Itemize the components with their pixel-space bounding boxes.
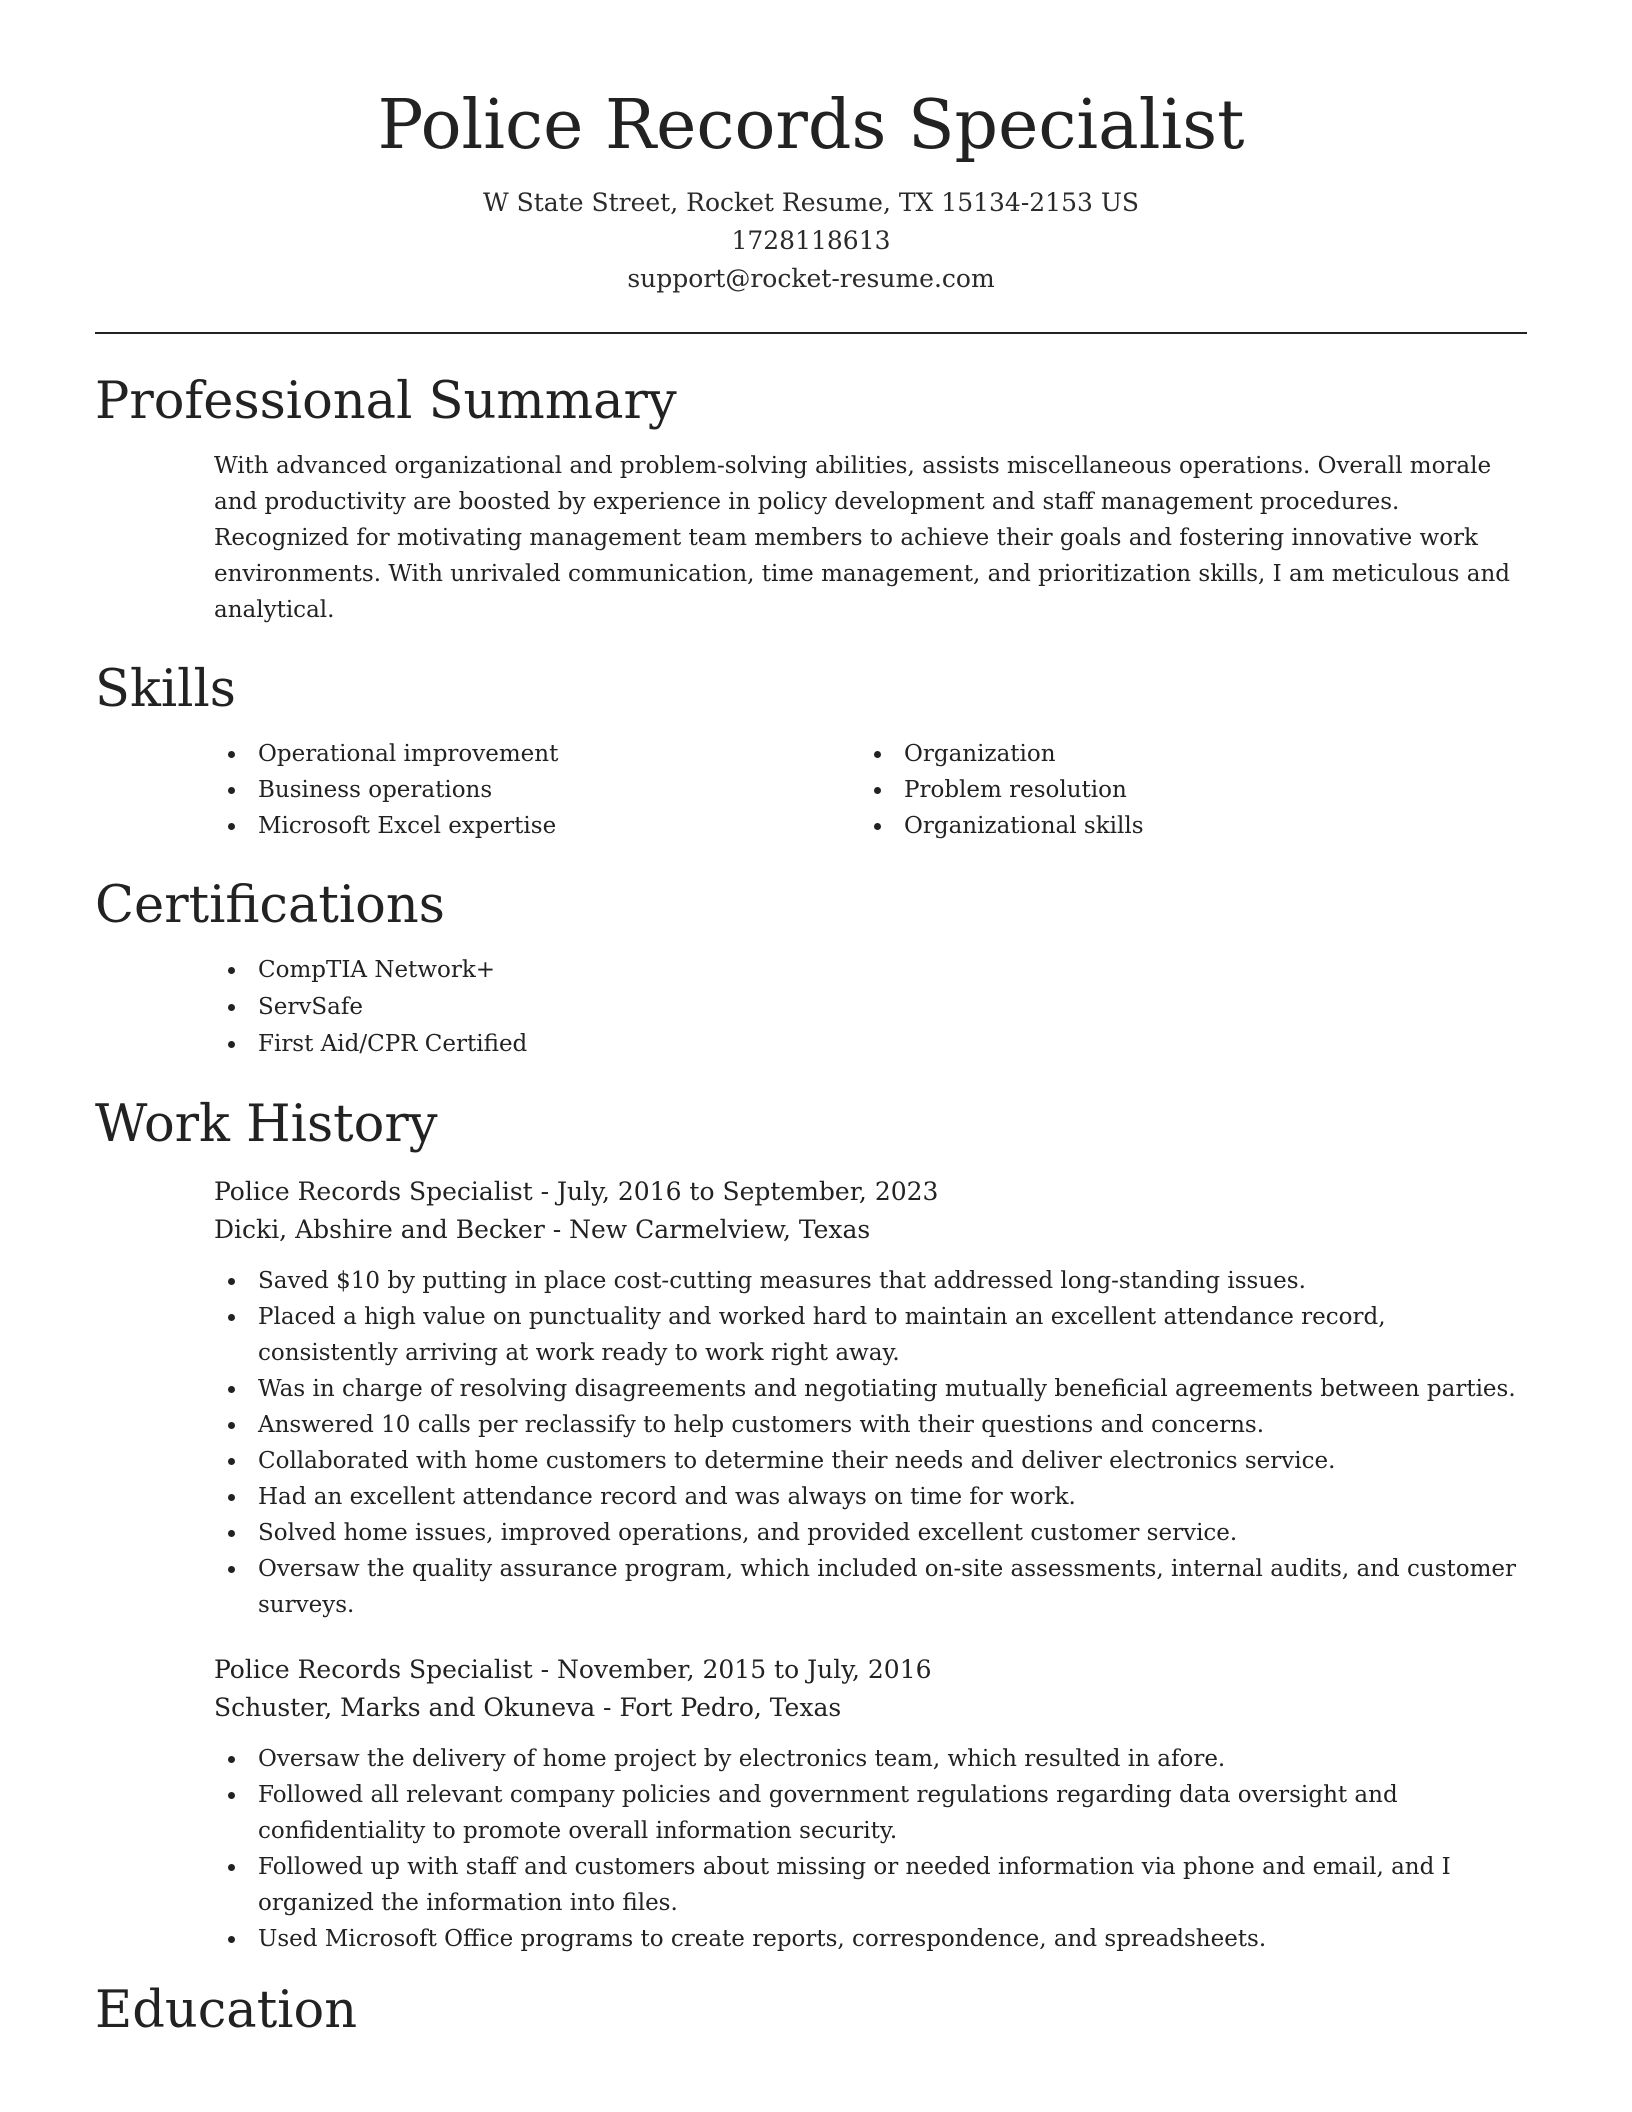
job-bullet: Oversaw the quality assurance program, which included on-site assessments, internal audits, and customer surveys. [214,1551,1527,1623]
summary-heading: Professional Summary [95,372,677,431]
job-company-line: Schuster, Marks and Okuneva - Fort Pedro, Texas [214,1693,842,1722]
certification-item: CompTIA Network+ [214,952,1527,989]
job-title-line: Police Records Specialist - November, 2015 to July, 2016 [214,1655,932,1684]
job-bullet: Collaborated with home customers to determine their needs and deliver electronics service. [214,1443,1527,1479]
job-title-line: Police Records Specialist - July, 2016 to September, 2023 [214,1177,939,1206]
contact-block [95,184,1527,298]
certifications-heading: Certifications [95,876,445,935]
job-company-line: Dicki, Abshire and Becker - New Carmelview, Texas [214,1215,871,1244]
job-bullet: Saved $10 by putting in place cost-cutting measures that addressed long-standing issues. [214,1263,1527,1299]
skills-column-right [860,736,1506,844]
job-bullet: Followed up with staff and customers about missing or needed information via phone and email, and I organized the information into files. [214,1849,1527,1921]
skill-item: Organizational skills [860,808,1506,844]
resume-page [95,0,1527,2043]
contact-phone: 1728118613 [731,226,891,255]
skills-grid [95,736,1527,844]
education-section [95,1979,1527,2043]
skill-item: Operational improvement [214,736,860,772]
job-bullets [214,1741,1527,1957]
certifications-list [95,952,1527,1063]
job-bullet: Answered 10 calls per reclassify to help customers with their questions and concerns. [214,1407,1527,1443]
job-bullet: Solved home issues, improved operations, and provided excellent customer service. [214,1515,1527,1551]
job-bullet: Followed all relevant company policies and government regulations regarding data oversight and confidentiality to promote overall information security. [214,1777,1527,1849]
skills-section [95,658,1527,844]
job-entry [95,1173,1527,1623]
summary-text: With advanced organizational and problem-solving abilities, assists miscellaneous operations. Overall morale and productivity are boosted by experience in policy development and staff management procedures. Recognized for motivating management team members to achieve their goals and fostering innovative work environments. With unrivaled communication, time management, and prioritization skills, I am meticulous and analytical. [214,453,1510,623]
education-heading: Education [95,1981,358,2040]
skills-column-left [214,736,860,844]
skill-item: Business operations [214,772,860,808]
header-divider [95,332,1527,334]
summary-body [95,448,1527,628]
certification-item: First Aid/CPR Certified [214,1026,1527,1063]
resume-header [95,0,1527,298]
skill-item: Microsoft Excel expertise [214,808,860,844]
job-bullet: Oversaw the delivery of home project by electronics team, which resulted in afore. [214,1741,1527,1777]
job-bullets [214,1263,1527,1623]
job-bullet: Had an excellent attendance record and was always on time for work. [214,1479,1527,1515]
skills-heading: Skills [95,660,236,719]
job-bullet: Was in charge of resolving disagreements and negotiating mutually beneficial agreements between parties. [214,1371,1527,1407]
contact-address: W State Street, Rocket Resume, TX 15134-2153 US [482,188,1140,217]
skill-item: Problem resolution [860,772,1506,808]
job-bullet: Placed a high value on punctuality and worked hard to maintain an excellent attendance record, consistently arriving at work ready to work right away. [214,1299,1527,1371]
skill-item: Organization [860,736,1506,772]
contact-email: support@rocket-resume.com [627,264,995,293]
job-entry [95,1651,1527,1957]
job-bullet: Used Microsoft Office programs to create reports, correspondence, and spreadsheets. [214,1921,1527,1957]
summary-section [95,370,1527,628]
certification-item: ServSafe [214,989,1527,1026]
work-history-heading: Work History [95,1095,438,1154]
certifications-section [95,874,1527,1063]
resume-name: Police Records Specialist [377,86,1245,165]
work-history-section [95,1093,1527,1957]
